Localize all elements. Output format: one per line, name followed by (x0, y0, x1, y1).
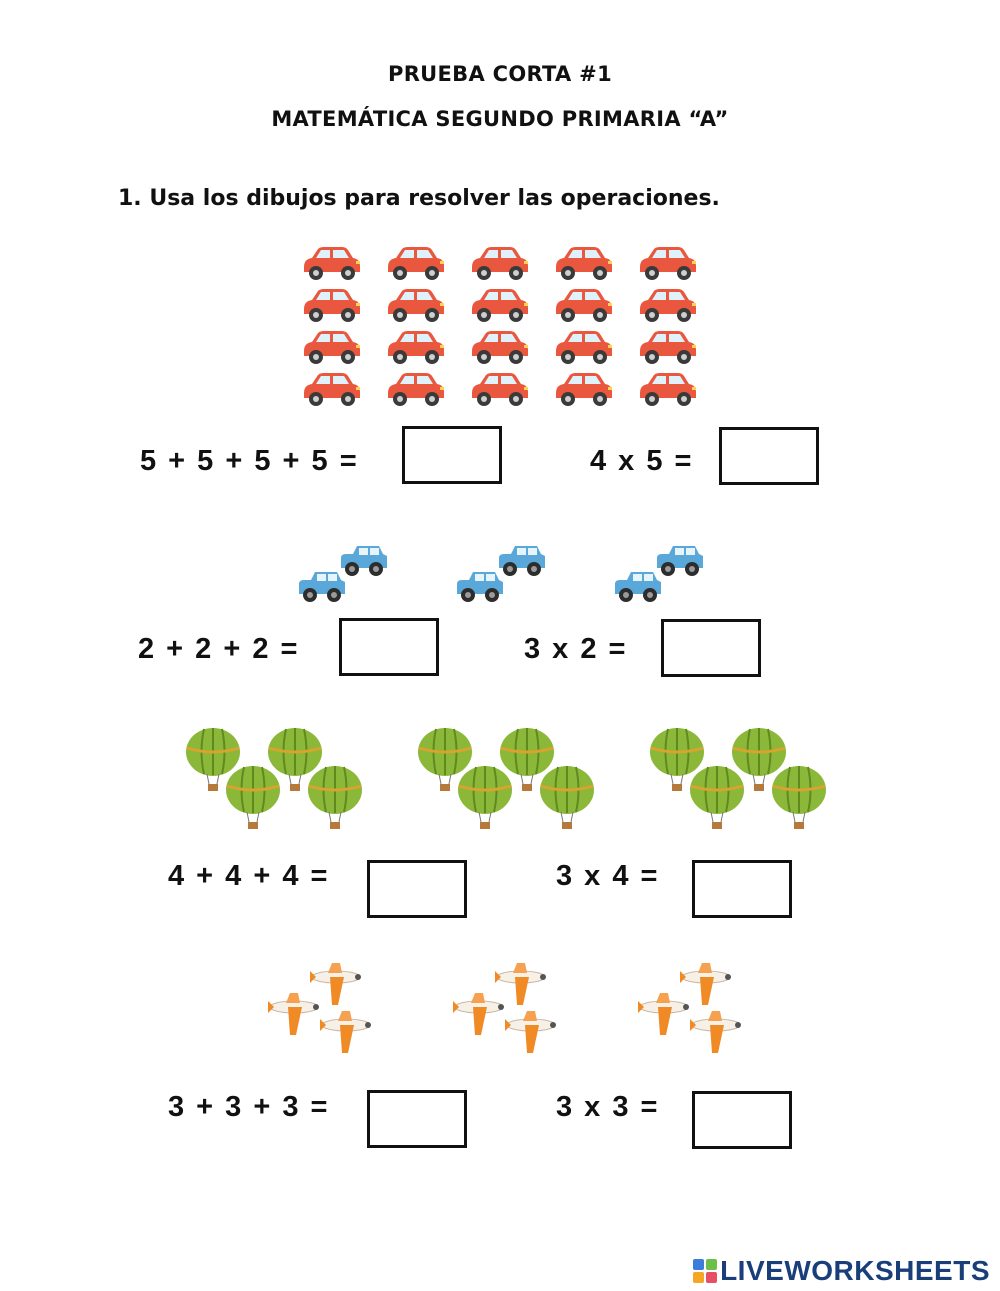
red-car-icon (388, 331, 444, 364)
addition-equation-4: 3 + 3 + 3 = (168, 1091, 330, 1123)
multiplication-equation-2: 3 x 2 = (524, 633, 628, 665)
red-car-icon (304, 373, 360, 406)
airplane-group (453, 963, 556, 1053)
green-balloon-icon (540, 766, 594, 829)
liveworksheets-logo-icon (692, 1258, 718, 1284)
orange-airplane-icon (310, 963, 361, 1005)
green-balloon-icon (226, 766, 280, 829)
red-car-icon (388, 289, 444, 322)
balloon-group (650, 728, 826, 829)
red-car-icon (640, 289, 696, 322)
instruction-text: 1. Usa los dibujos para resolver las operaciones. (118, 186, 720, 211)
green-balloon-icon (458, 766, 512, 829)
red-car-icon (388, 247, 444, 280)
red-cars-picture (300, 245, 710, 415)
red-car-icon (556, 331, 612, 364)
red-car-icon (472, 247, 528, 280)
multiplication-equation-4: 3 x 3 = (556, 1091, 660, 1123)
blue-jeeps-picture (295, 540, 715, 612)
worksheet-subtitle: MATEMÁTICA SEGUNDO PRIMARIA “A” (271, 107, 729, 131)
addition-answer-box-2[interactable] (339, 618, 439, 676)
addition-equation-1: 5 + 5 + 5 + 5 = (140, 445, 359, 477)
blue-jeep-icon (615, 572, 661, 602)
multiplication-answer-box-3[interactable] (692, 860, 792, 918)
addition-answer-box-4[interactable] (367, 1090, 467, 1148)
orange-airplane-icon (680, 963, 731, 1005)
red-car-icon (640, 331, 696, 364)
red-car-icon (556, 247, 612, 280)
red-car-icon (388, 373, 444, 406)
worksheet-title: PRUEBA CORTA #1 (388, 62, 612, 86)
red-car-icon (304, 331, 360, 364)
multiplication-answer-box-1[interactable] (719, 427, 819, 485)
orange-airplane-icon (495, 963, 546, 1005)
red-car-icon (472, 331, 528, 364)
blue-jeep-icon (457, 572, 503, 602)
red-car-icon (304, 247, 360, 280)
addition-answer-box-3[interactable] (367, 860, 467, 918)
green-balloon-icon (308, 766, 362, 829)
airplane-group (268, 963, 371, 1053)
orange-airplane-icon (453, 993, 504, 1035)
green-balloon-icon (690, 766, 744, 829)
blue-jeep-icon (341, 546, 387, 576)
green-balloons-picture (185, 722, 835, 840)
addition-equation-3: 4 + 4 + 4 = (168, 860, 330, 892)
balloon-group (418, 728, 594, 829)
orange-airplane-icon (268, 993, 319, 1035)
multiplication-equation-3: 3 x 4 = (556, 860, 660, 892)
red-car-icon (556, 373, 612, 406)
addition-equation-2: 2 + 2 + 2 = (138, 633, 300, 665)
orange-airplanes-picture (258, 955, 758, 1070)
orange-airplane-icon (505, 1011, 556, 1053)
multiplication-equation-1: 4 x 5 = (590, 445, 694, 477)
orange-airplane-icon (638, 993, 689, 1035)
blue-jeep-icon (499, 546, 545, 576)
multiplication-answer-box-2[interactable] (661, 619, 761, 677)
red-car-icon (304, 289, 360, 322)
red-car-icon (640, 373, 696, 406)
red-car-icon (556, 289, 612, 322)
jeep-group (615, 546, 703, 602)
logo-text: LIVEWORKSHEETS (720, 1255, 990, 1286)
red-car-icon (472, 373, 528, 406)
blue-jeep-icon (299, 572, 345, 602)
green-balloon-icon (772, 766, 826, 829)
addition-answer-box-1[interactable] (402, 426, 502, 484)
liveworksheets-logo (692, 1255, 990, 1287)
multiplication-answer-box-4[interactable] (692, 1091, 792, 1149)
jeep-group (299, 546, 387, 602)
blue-jeep-icon (657, 546, 703, 576)
balloon-group (186, 728, 362, 829)
orange-airplane-icon (320, 1011, 371, 1053)
jeep-group (457, 546, 545, 602)
orange-airplane-icon (690, 1011, 741, 1053)
airplane-group (638, 963, 741, 1053)
red-car-icon (472, 289, 528, 322)
red-car-icon (640, 247, 696, 280)
